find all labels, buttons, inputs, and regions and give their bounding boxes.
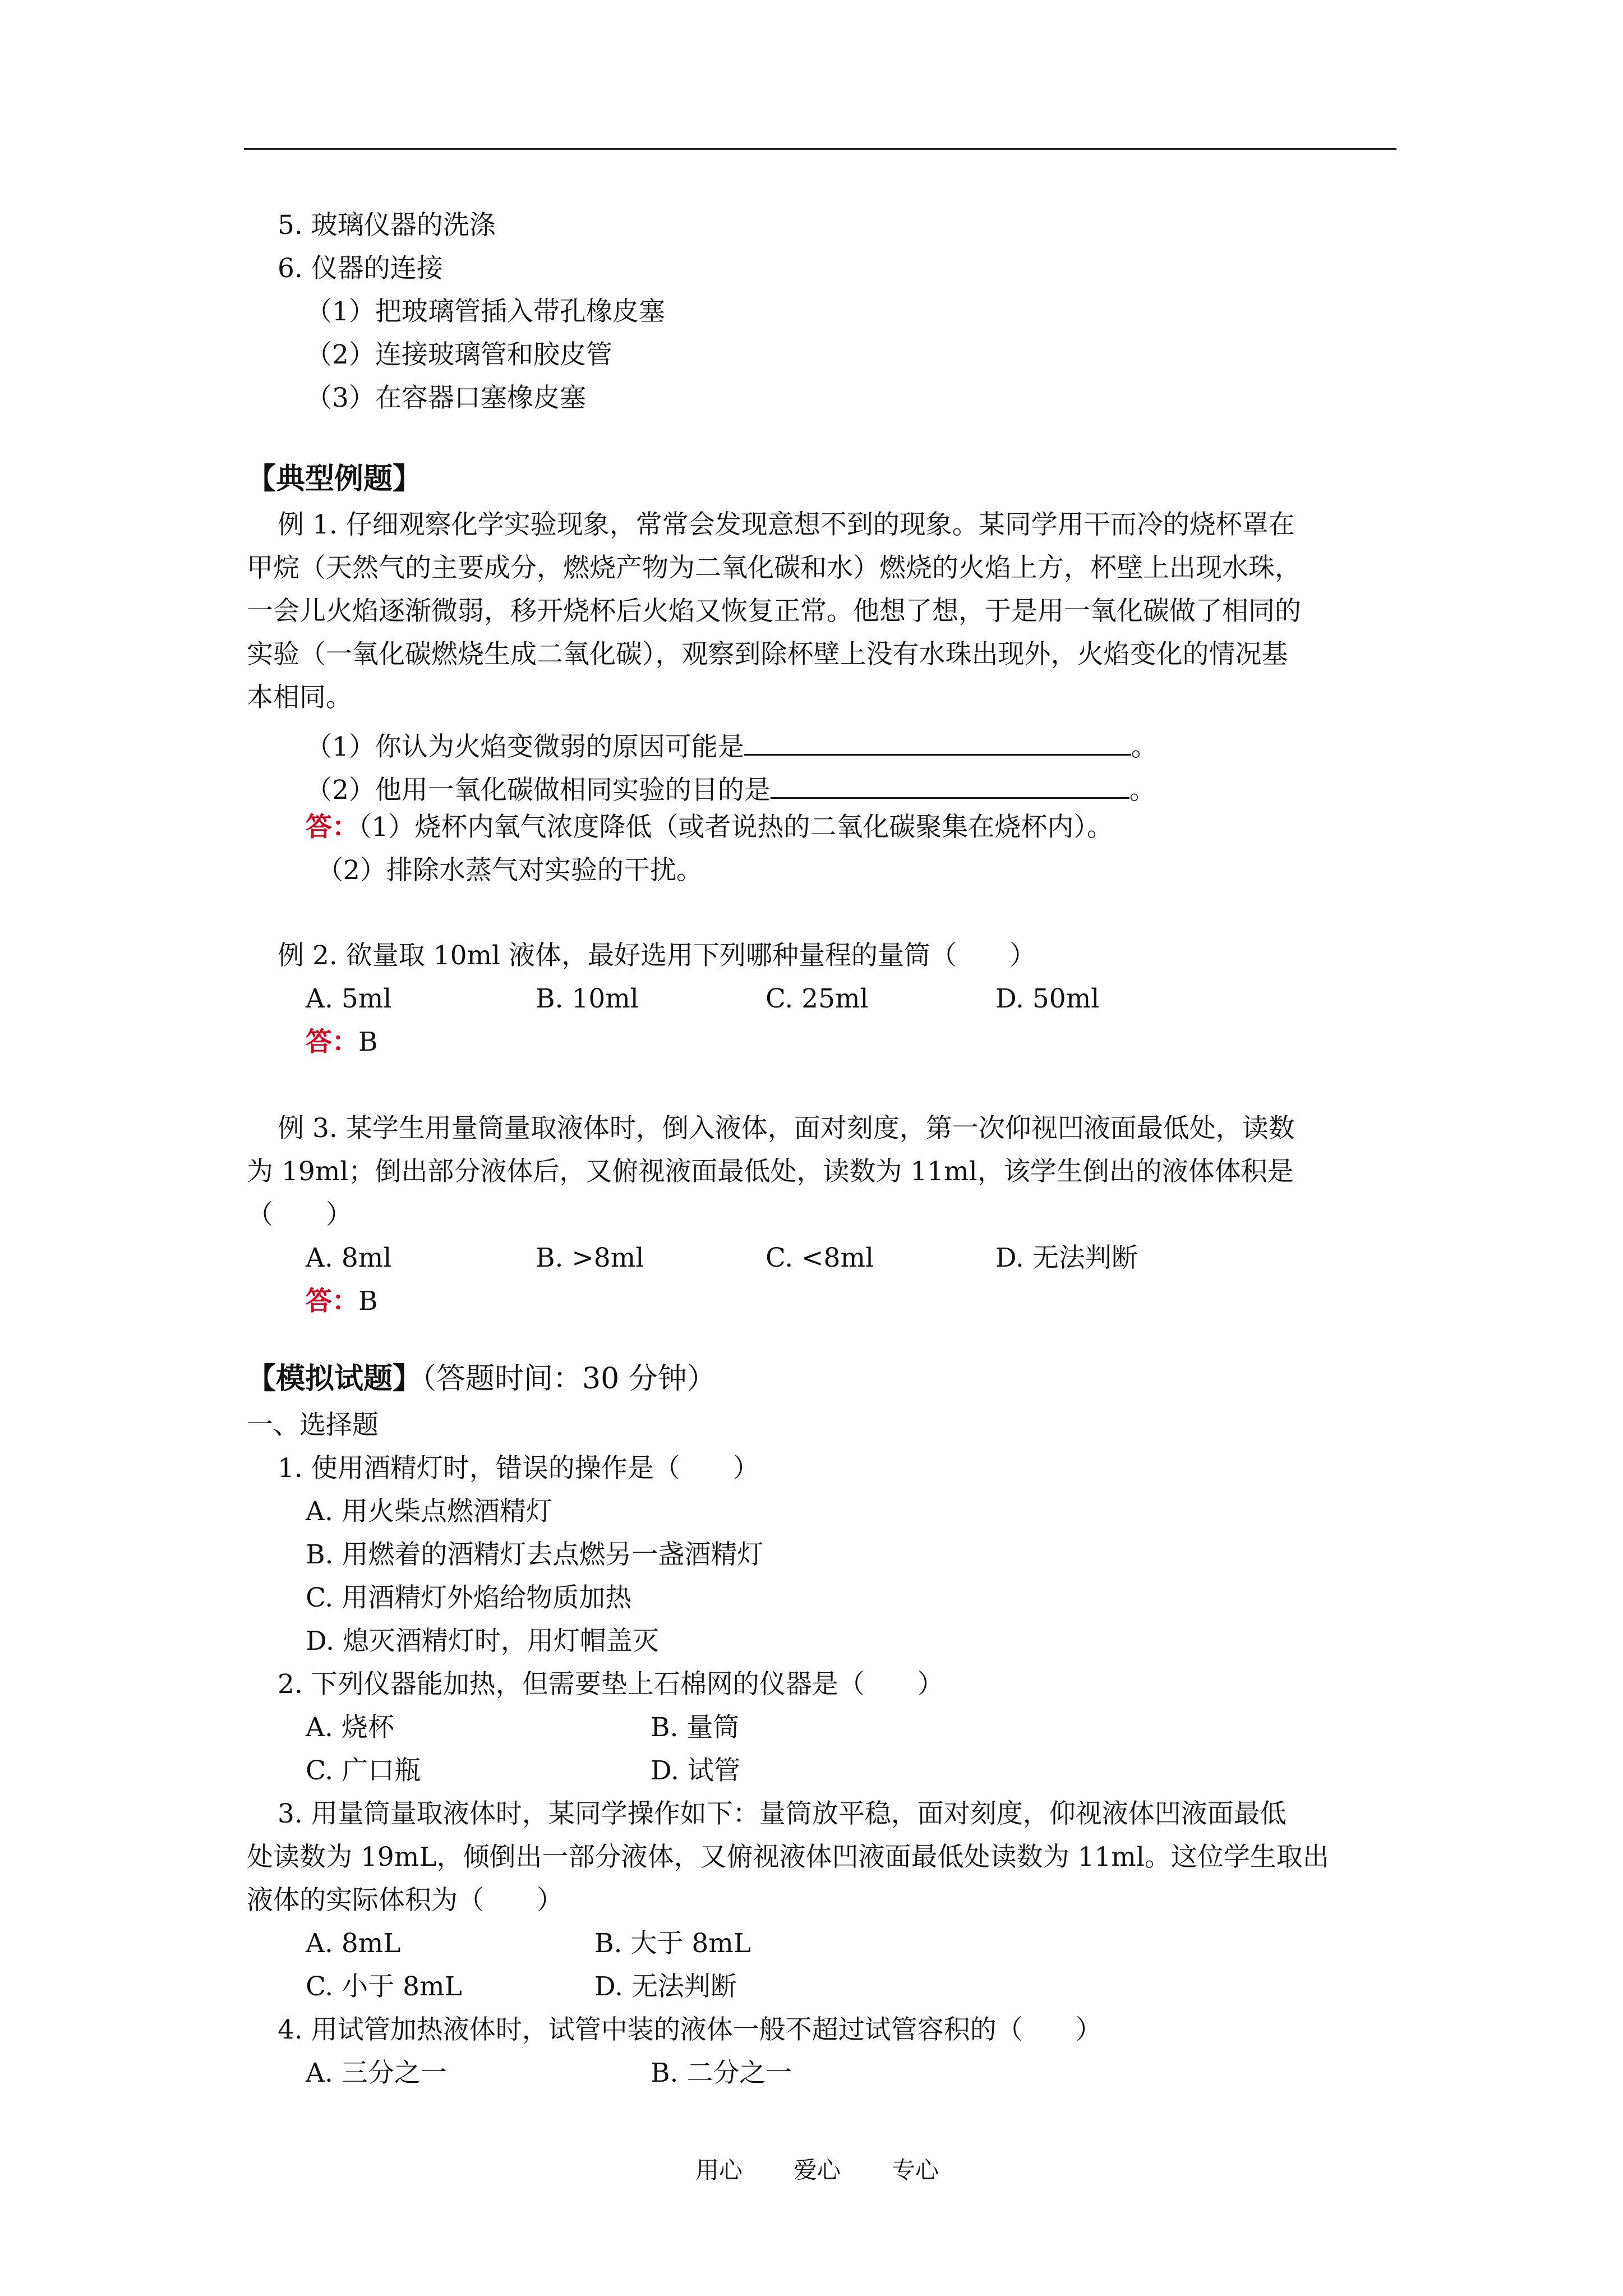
ex2-answer: 答：B [306,1027,378,1057]
q1-stem: 1. 使用酒精灯时，错误的操作是（ ） [278,1453,759,1484]
answer-label: 答： [306,1027,358,1057]
ex3-option-c: C. <8ml [766,1243,874,1273]
outline-item-6: 6. 仪器的连接 [278,253,443,284]
ex1-answer-2: （2）排除水蒸气对实验的干扰。 [317,855,703,886]
ex1-line: 一会儿火焰逐渐微弱，移开烧杯后火焰又恢复正常。他想了想，于是用一氧化碳做了相同的 [247,596,1301,627]
section-heading-typical: 【典型例题】 [247,462,422,496]
q2-option-c: C. 广口瓶 [306,1755,421,1786]
footer-text: 专心 [892,2156,939,2184]
q3-line: 液体的实际体积为（ ） [247,1885,563,1916]
q2-option-d: D. 试管 [651,1755,740,1786]
q1-option-d: D. 熄灭酒精灯时，用灯帽盖灭 [306,1626,659,1657]
q3-option-a: A. 8mL [306,1928,401,1959]
ex1-line: 实验（一氧化碳燃烧生成二氧化碳），观察到除杯壁上没有水珠出现外，火焰变化的情况基 [247,639,1288,670]
outline-subitem-1: （1）把玻璃管插入带孔橡皮塞 [306,296,665,327]
ex3-line: 例 3. 某学生用量筒量取液体时，倒入液体，面对刻度，第一次仰视凹液面最低处，读数 [278,1113,1295,1144]
ex3-option-b: B. >8ml [536,1243,644,1273]
ex1-q2: （2）他用一氧化碳做相同实验的目的是 。 [306,771,1156,803]
answer-label: 答： [306,1286,358,1317]
q4-option-b: B. 二分之一 [651,2058,792,2088]
ex1-answer-1: 答：（1）烧杯内氧气浓度降低（或者说热的二氧化碳聚集在烧杯内）。 [306,812,1113,843]
q1-option-b: B. 用燃着的酒精灯去点燃另一盏酒精灯 [306,1539,764,1570]
q3-line: 3. 用量筒量取液体时，某同学操作如下：量筒放平稳，面对刻度，仰视液体凹液面最低 [278,1798,1287,1829]
section-heading-mock: 【模拟试题】（答题时间：30 分钟） [247,1361,716,1396]
outline-item-5: 5. 玻璃仪器的洗涤 [278,210,496,241]
ex3-option-d: D. 无法判断 [995,1243,1138,1273]
q2-option-a: A. 烧杯 [306,1712,394,1743]
q3-option-d: D. 无法判断 [594,1971,737,2002]
q3-option-c: C. 小于 8mL [306,1971,462,2002]
ex1-q1: （1）你认为火焰变微弱的原因可能是 。 [306,728,1158,760]
ex2-option-d: D. 50ml [995,983,1100,1014]
ex1-line: 例 1. 仔细观察化学实验现象，常常会发现意想不到的现象。某同学用干而冷的烧杯罩在 [278,509,1295,540]
q2-option-b: B. 量筒 [651,1712,740,1743]
answer-blank [744,728,1131,756]
outline-subitem-3: （3）在容器口塞橡皮塞 [306,383,586,413]
section-title-choice: 一、选择题 [247,1410,379,1441]
ex3-line: （ ） [247,1199,352,1230]
header-rule [244,148,1396,150]
q3-line: 处读数为 19mL，倾倒出一部分液体，又俯视液体凹液面最低处读数为 11ml。这位学生取出 [247,1842,1329,1872]
ex1-line: 甲烷（天然气的主要成分，燃烧产物为二氧化碳和水）燃烧的火焰上方，杯壁上出现水珠， [247,553,1301,583]
ex1-line: 本相同。 [247,682,352,713]
ex3-answer: 答：B [306,1286,378,1317]
ex2-option-a: A. 5ml [306,983,392,1014]
ex2-option-b: B. 10ml [536,983,639,1014]
q4-option-a: A. 三分之一 [306,2058,447,2088]
ex3-line: 为 19ml；倒出部分液体后，又俯视液面最低处，读数为 11ml，该学生倒出的液体体积是 [247,1156,1294,1187]
q1-option-a: A. 用火柴点燃酒精灯 [306,1496,552,1527]
answer-label: 答： [306,812,358,843]
q1-option-c: C. 用酒精灯外焰给物质加热 [306,1582,632,1613]
ex2-question: 例 2. 欲量取 10ml 液体，最好选用下列哪种量程的量筒（ ） [278,940,1036,971]
answer-blank [771,771,1129,799]
q4-stem: 4. 用试管加热液体时，试管中装的液体一般不超过试管容积的（ ） [278,2014,1102,2045]
ex3-option-a: A. 8ml [306,1243,392,1273]
ex2-option-c: C. 25ml [766,983,869,1014]
q3-option-b: B. 大于 8mL [594,1928,751,1959]
footer-text: 用心 [695,2156,743,2184]
footer-text: 爱心 [794,2156,841,2184]
q2-stem: 2. 下列仪器能加热，但需要垫上石棉网的仪器是（ ） [278,1669,944,1700]
outline-subitem-2: （2）连接玻璃管和胶皮管 [306,339,612,370]
